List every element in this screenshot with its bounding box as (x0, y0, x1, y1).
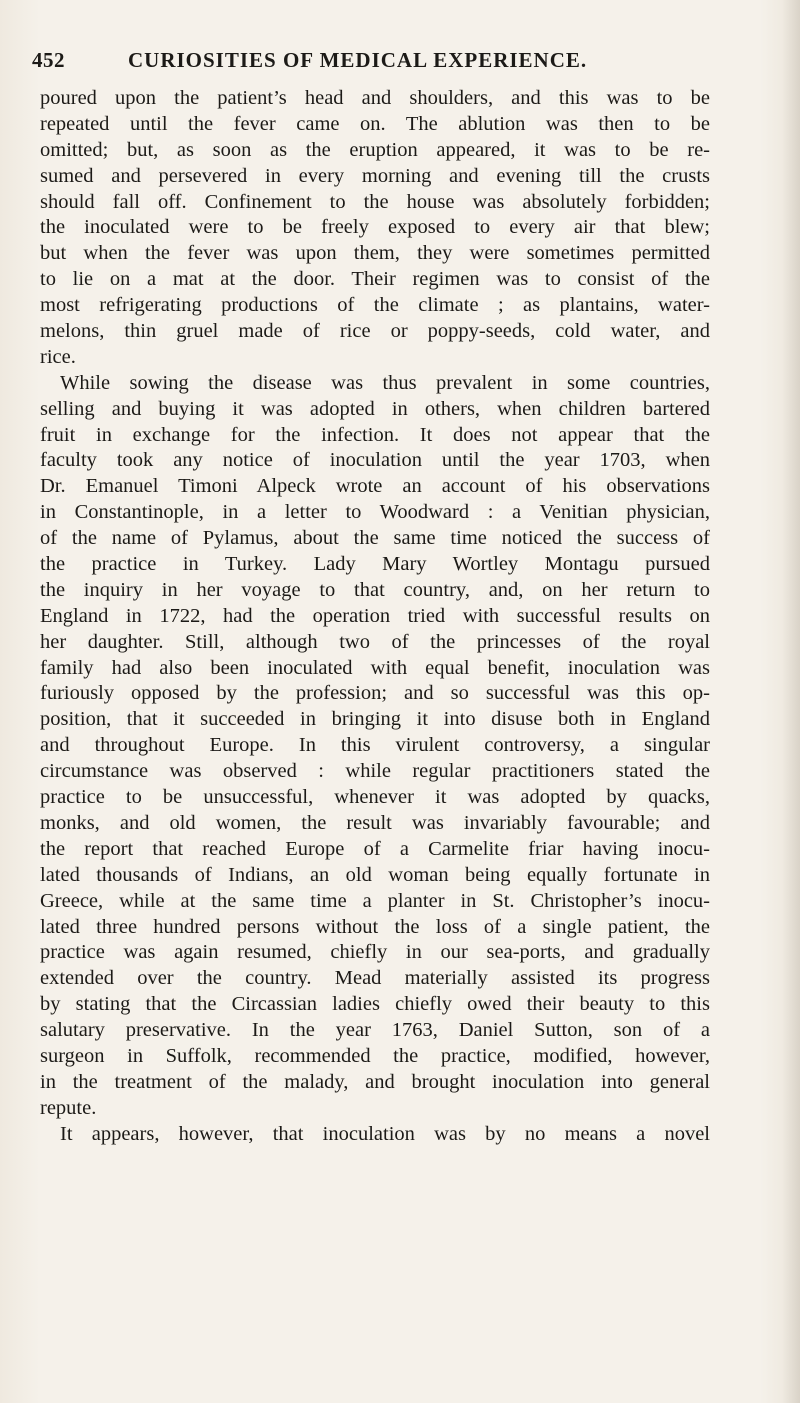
running-title: CURIOSITIES OF MEDICAL EXPERIENCE. (128, 48, 588, 72)
text-line: the report that reached Europe of a Carmelite friar having inocu- (40, 837, 710, 860)
text-line: furiously opposed by the profession; and so successful was this op- (40, 682, 710, 705)
text-line: practice to be unsuccessful, whenever it was adopted by quacks, (40, 786, 710, 809)
text-line: sumed and persevered in every morning and evening till the crusts (40, 164, 710, 187)
text-line: It appears, however, that inoculation was by no means a novel (60, 1122, 710, 1145)
text-line: extended over the country. Mead materially assisted its progress (40, 967, 710, 990)
text-line: salutary preservative. In the year 1763, Daniel Sutton, son of a (40, 1019, 710, 1042)
text-line: rice. (40, 345, 76, 368)
text-line: but when the fever was upon them, they were sometimes permitted (40, 242, 710, 265)
text-line: faculty took any notice of inoculation until the year 1703, when (40, 449, 710, 472)
text-line: of the name of Pylamus, about the same time noticed the success of (40, 527, 710, 550)
text-line: most refrigerating productions of the climate ; as plantains, water- (40, 294, 710, 317)
text-line: poured upon the patient’s head and shoulders, and this was to be (40, 87, 710, 109)
text-line: by stating that the Circassian ladies chiefly owed their beauty to this (40, 993, 710, 1016)
text-line: to lie on a mat at the door. Their regimen was to consist of the (40, 268, 710, 291)
text-line: in Constantinople, in a letter to Woodward : a Venitian physician, (40, 501, 710, 524)
text-line: the practice in Turkey. Lady Mary Wortley Montagu pursued (40, 553, 710, 576)
text-line: should fall off. Confinement to the house was absolutely forbidden; (40, 190, 710, 213)
text-line: the inoculated were to be freely exposed to every air that blew; (40, 216, 710, 239)
running-head (32, 44, 722, 80)
page-number: 452 (32, 48, 65, 72)
text-line: position, that it succeeded in bringing it into disuse both in England (40, 708, 710, 731)
text-line: her daughter. Still, although two of the princesses of the royal (40, 630, 710, 653)
text-line: repute. (40, 1096, 97, 1119)
text-line: lated three hundred persons without the loss of a single patient, the (40, 915, 710, 938)
text-line: surgeon in Suffolk, recommended the practice, modified, however, (40, 1044, 710, 1067)
body-text (40, 86, 710, 1148)
text-line: England in 1722, had the operation tried with successful results on (40, 604, 710, 627)
text-line: and throughout Europe. In this virulent controversy, a singular (40, 734, 710, 757)
text-line: the inquiry in her voyage to that country, and, on her return to (40, 578, 710, 601)
text-line: Greece, while at the same time a planter in St. Christopher’s inocu- (40, 889, 710, 912)
text-line: practice was again resumed, chiefly in our sea-ports, and gradually (40, 941, 710, 964)
text-line: fruit in exchange for the infection. It does not appear that the (40, 423, 710, 446)
text-line: omitted; but, as soon as the eruption appeared, it was to be re- (40, 138, 710, 161)
text-line: melons, thin gruel made of rice or poppy-seeds, cold water, and (40, 320, 710, 343)
text-line: circumstance was observed : while regular practitioners stated the (40, 760, 710, 783)
text-line: monks, and old women, the result was invariably favourable; and (40, 811, 710, 834)
text-line: in the treatment of the malady, and brought inoculation into general (40, 1070, 710, 1093)
text-line: family had also been inoculated with equal benefit, inoculation was (40, 656, 710, 679)
text-line: lated thousands of Indians, an old woman being equally fortunate in (40, 863, 710, 886)
text-line: Dr. Emanuel Timoni Alpeck wrote an account of his observations (40, 475, 710, 498)
text-line: While sowing the disease was thus prevalent in some countries, (60, 371, 710, 394)
text-line: repeated until the fever came on. The ablution was then to be (40, 112, 710, 135)
text-line: selling and buying it was adopted in others, when children bartered (40, 397, 710, 420)
page-edge-shadow (782, 0, 800, 1403)
